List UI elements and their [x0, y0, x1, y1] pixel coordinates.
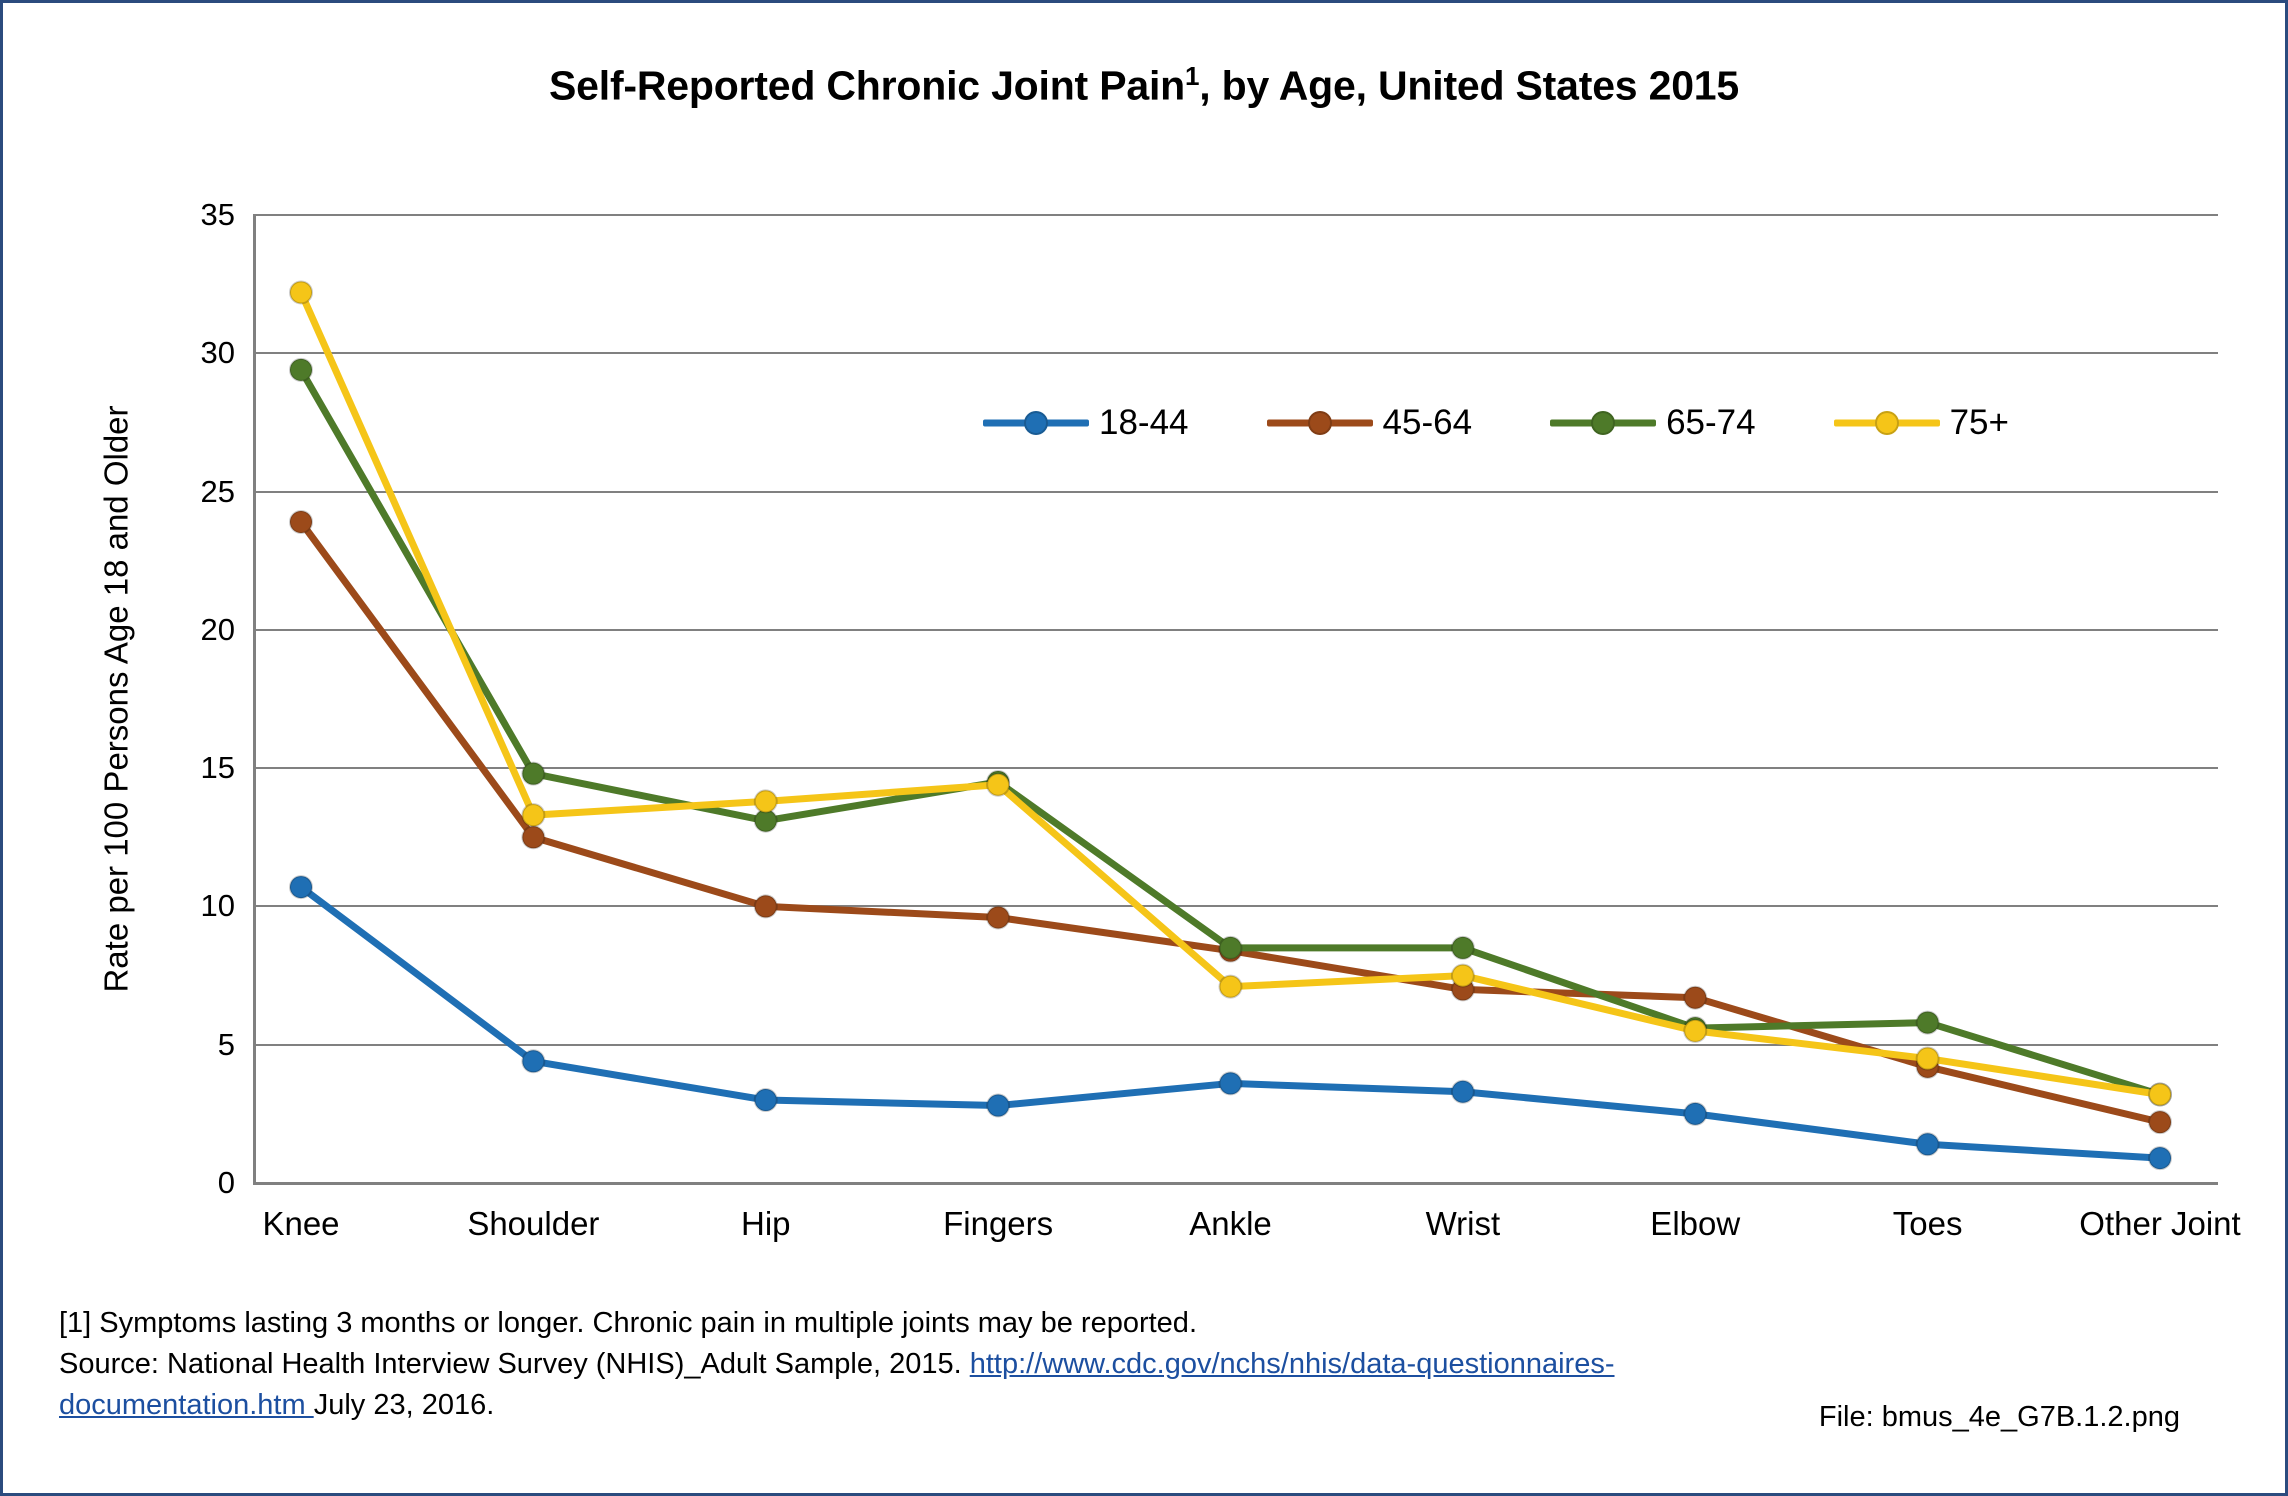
title-footnote-marker: 1: [1185, 61, 1200, 91]
data-point: [987, 906, 1009, 928]
data-point: [1917, 1048, 1939, 1070]
legend-label: 18-44: [1099, 403, 1189, 442]
data-point: [290, 281, 312, 303]
data-point: [755, 790, 777, 812]
legend-swatch-icon: [983, 410, 1089, 436]
x-tick-label: Elbow: [1650, 1205, 1741, 1242]
source-link[interactable]: http://www.cdc.gov/nchs/nhis/data-questionnaires-documentation.htm: [59, 1348, 1615, 1422]
data-point: [522, 804, 544, 826]
page-title: [3, 61, 2285, 110]
footnote-line-2: [59, 1344, 1779, 1426]
data-point: [1917, 1012, 1939, 1034]
data-point: [522, 1050, 544, 1072]
data-point: [755, 895, 777, 917]
data-point: [1684, 987, 1706, 1009]
y-tick-label: 25: [200, 473, 235, 509]
chart-legend: [983, 403, 2009, 443]
title-main-text: Self-Reported Chronic Joint Pain: [549, 62, 1185, 109]
y-tick-label: 15: [200, 750, 235, 786]
y-tick-label: 30: [200, 335, 235, 371]
plot-area: [200, 197, 2241, 1242]
data-point: [522, 826, 544, 848]
legend-label: 65-74: [1666, 403, 1756, 442]
data-point: [755, 1089, 777, 1111]
data-point: [2149, 1147, 2171, 1169]
data-point: [290, 876, 312, 898]
x-tick-label: Ankle: [1189, 1205, 1272, 1242]
data-point: [987, 774, 1009, 796]
data-point: [290, 511, 312, 533]
y-tick-label: 35: [200, 197, 235, 232]
source-date: July 23, 2016.: [313, 1389, 495, 1422]
data-point: [987, 1095, 1009, 1117]
x-tick-label: Other Joint: [2079, 1205, 2241, 1242]
legend-item-65-74[interactable]: [1550, 403, 1756, 443]
x-tick-label: Wrist: [1425, 1205, 1501, 1242]
series-line: [301, 522, 2160, 1122]
series-45-64: [290, 511, 2171, 1133]
source-text: Source: National Health Interview Survey (NHIS)_Adult Sample, 2015.: [59, 1348, 970, 1381]
footnote-line-1: [1] Symptoms lasting 3 months or longer. Chronic pain in multiple joints may be reported.: [59, 1307, 1197, 1339]
legend-item-18-44[interactable]: [983, 403, 1189, 443]
legend-swatch-icon: [1550, 410, 1656, 436]
legend-item-45-64[interactable]: [1267, 403, 1473, 443]
title-rest-text: , by Age, United States 2015: [1199, 62, 1739, 109]
data-point: [1917, 1133, 1939, 1155]
legend-swatch-icon: [1834, 410, 1940, 436]
legend-label: 45-64: [1382, 403, 1473, 442]
data-point: [1684, 1103, 1706, 1125]
data-point: [522, 763, 544, 785]
y-axis-title: Rate per 100 Persons Age 18 and Older: [98, 405, 135, 993]
data-point: [1452, 937, 1474, 959]
y-tick-label: 20: [200, 611, 235, 647]
data-point: [1452, 1081, 1474, 1103]
data-point: [290, 359, 312, 381]
x-tick-label: Fingers: [943, 1205, 1054, 1242]
x-tick-label: Toes: [1892, 1205, 1963, 1242]
data-point: [1452, 965, 1474, 987]
x-tick-label: Knee: [262, 1205, 340, 1242]
data-point: [2149, 1083, 2171, 1105]
data-point: [1220, 1072, 1242, 1094]
data-point: [1220, 976, 1242, 998]
data-point: [1220, 937, 1242, 959]
data-point: [2149, 1111, 2171, 1133]
legend-item-75+[interactable]: [1834, 403, 2009, 443]
x-tick-label: Hip: [740, 1205, 791, 1242]
y-tick-label: 5: [217, 1026, 235, 1062]
legend-label: 75+: [1949, 403, 2009, 442]
y-tick-label: 10: [200, 888, 235, 924]
file-name-label: File: bmus_4e_G7B.1.2.png: [1818, 1401, 2180, 1433]
footnotes: [59, 1303, 1779, 1427]
y-tick-label: 0: [217, 1165, 235, 1200]
series-plot: [253, 215, 2218, 1183]
x-tick-label: Shoulder: [467, 1205, 600, 1242]
data-point: [1684, 1020, 1706, 1042]
legend-swatch-icon: [1267, 410, 1373, 436]
